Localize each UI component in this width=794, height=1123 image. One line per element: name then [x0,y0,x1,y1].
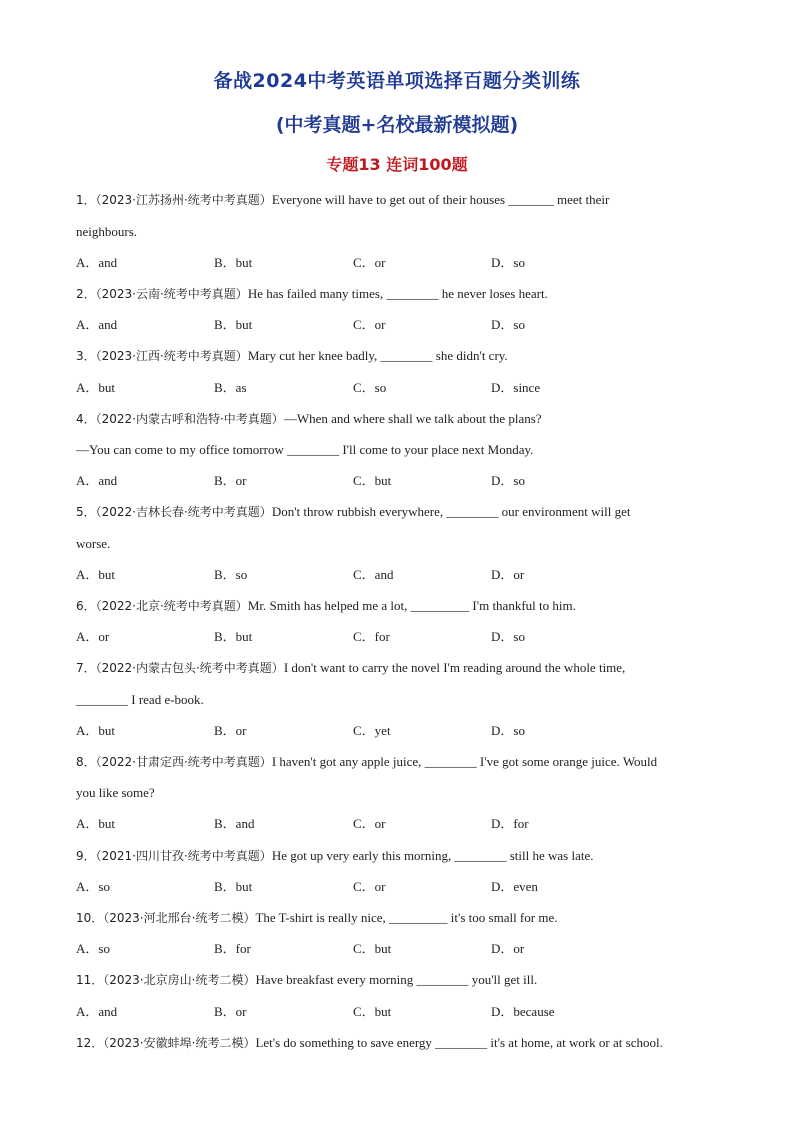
question-7-options [76,722,736,740]
option-c[interactable]: C．but [353,1004,392,1019]
option-a[interactable]: A．so [76,941,110,956]
option-d[interactable]: D．so [491,629,525,644]
question-1-line-2: neighbours. [76,224,138,239]
option-b[interactable]: B．so [214,567,248,582]
option-a[interactable]: A．and [76,317,118,332]
document-title: 备战2024中考英语单项选择百题分类训练 [213,70,581,92]
option-d[interactable]: D．so [491,723,525,738]
question-2-line-1: 2．（2023·云南·统考中考真题）He has failed many times, ________ he never loses heart. [76,286,548,301]
question-3-line-1: 3．（2023·江西·统考中考真题）Mary cut her knee badly, ________ she didn't cry. [76,348,508,363]
question-4-line-2: —You can come to my office tomorrow ________ I'll come to your place next Monday. [76,442,534,457]
option-d[interactable]: D．even [491,879,538,894]
option-b[interactable]: B．or [214,1004,247,1019]
option-c[interactable]: C．or [353,255,386,270]
option-d[interactable]: D．since [491,380,541,395]
question-2-options [76,316,736,334]
option-b[interactable]: B．but [214,317,253,332]
option-c[interactable]: C．but [353,473,392,488]
question-8-line-2: you like some? [76,785,155,800]
option-b[interactable]: B．or [214,723,247,738]
option-b[interactable]: B．for [214,941,251,956]
question-4-options [76,472,736,490]
question-6-options [76,628,736,646]
question-9-options [76,878,736,896]
question-1-line-1: 1．（2023·江苏扬州·统考中考真题）Everyone will have to get out of their houses _______ meet their [76,192,610,207]
question-7-line-1: 7．（2022·内蒙古包头·统考中考真题）I don't want to carry the novel I'm reading around the whole time, [76,660,626,675]
document-subtitle: (中考真题+名校最新模拟题) [275,114,519,136]
topic-heading: 专题13 连词100题 [326,155,468,174]
question-8-options [76,815,736,833]
option-d[interactable]: D．for [491,816,529,831]
option-a[interactable]: A．and [76,1004,118,1019]
question-12-line-1: 12．（2023·安徽蚌埠·统考二模）Let's do something to save energy ________ it's at home, at work or at school. [76,1035,663,1050]
option-b[interactable]: B．or [214,473,247,488]
option-b[interactable]: B．as [214,380,247,395]
question-11-options [76,1003,736,1021]
option-c[interactable]: C．or [353,317,386,332]
option-b[interactable]: B．but [214,255,253,270]
question-5-options [76,566,736,584]
question-1-options [76,254,736,272]
option-a[interactable]: A．so [76,879,110,894]
question-8-line-1: 8．（2022·甘肃定西·统考中考真题）I haven't got any apple juice, ________ I've got some orange juice. Would [76,754,658,769]
question-10-options [76,940,736,958]
option-b[interactable]: B．and [214,816,255,831]
option-d[interactable]: D．or [491,941,525,956]
question-7-line-2: ________ I read e-book. [76,692,204,707]
question-5-line-1: 5．（2022·吉林长春·统考中考真题）Don't throw rubbish everywhere, ________ our environment will get [76,504,631,519]
question-4-line-1: 4．（2022·内蒙古呼和浩特·中考真题）—When and where shall we talk about the plans? [76,411,542,426]
question-11-line-1: 11．（2023·北京房山·统考二模）Have breakfast every morning ________ you'll get ill. [76,972,538,987]
option-a[interactable]: A．but [76,816,116,831]
option-a[interactable]: A．but [76,567,116,582]
question-9-line-1: 9．（2021·四川甘孜·统考中考真题）He got up very early this morning, ________ still he was late. [76,848,594,863]
option-c[interactable]: C．or [353,879,386,894]
option-a[interactable]: A．but [76,723,116,738]
option-d[interactable]: D．or [491,567,525,582]
question-3-options [76,379,736,397]
option-d[interactable]: D．so [491,255,525,270]
option-a[interactable]: A．and [76,473,118,488]
question-10-line-1: 10．（2023·河北邢台·统考二模）The T-shirt is really nice, _________ it's too small for me. [76,910,558,925]
option-c[interactable]: C．so [353,380,387,395]
option-a[interactable]: A．but [76,380,116,395]
option-b[interactable]: B．but [214,879,253,894]
option-a[interactable]: A．or [76,629,110,644]
option-c[interactable]: C．and [353,567,394,582]
option-d[interactable]: D．so [491,317,525,332]
option-d[interactable]: D．so [491,473,525,488]
option-a[interactable]: A．and [76,255,118,270]
question-5-line-2: worse. [76,536,111,551]
option-b[interactable]: B．but [214,629,253,644]
question-6-line-1: 6．（2022·北京·统考中考真题）Mr. Smith has helped me a lot, _________ I'm thankful to him. [76,598,576,613]
option-c[interactable]: C．yet [353,723,391,738]
option-c[interactable]: C．or [353,816,386,831]
option-d[interactable]: D．because [491,1004,555,1019]
option-c[interactable]: C．for [353,629,390,644]
option-c[interactable]: C．but [353,941,392,956]
